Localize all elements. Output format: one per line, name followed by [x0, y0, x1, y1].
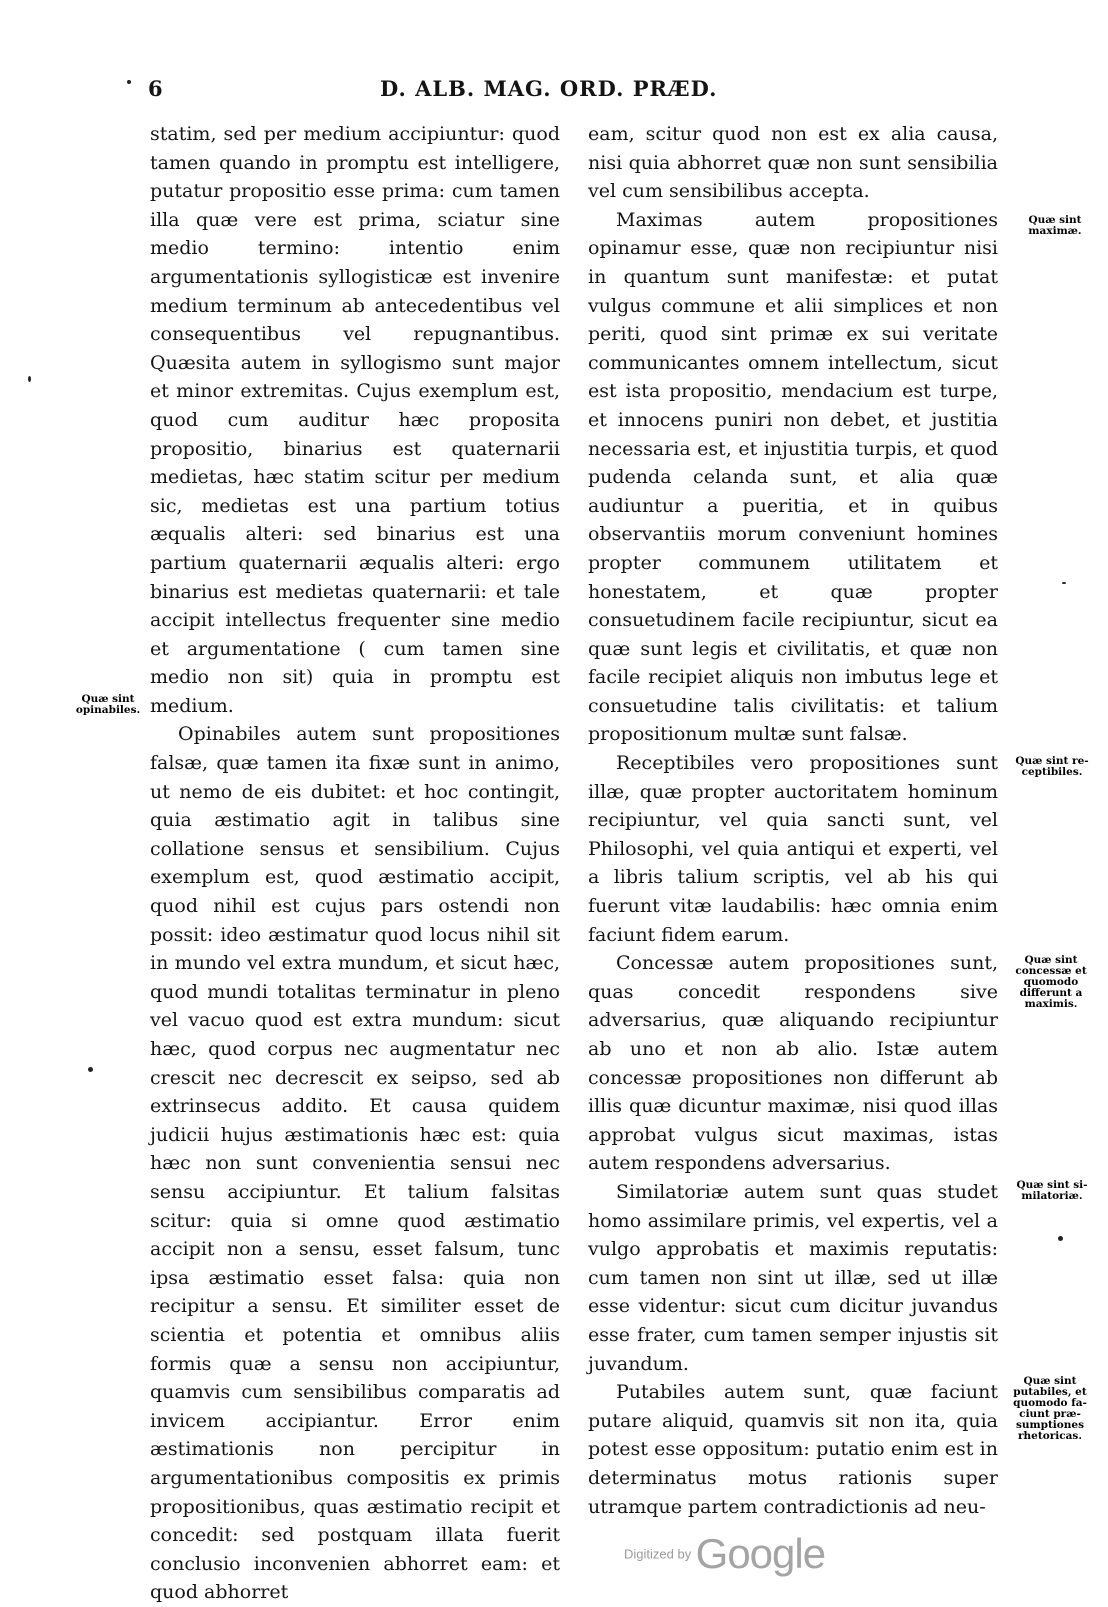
scan-speck: [88, 1067, 93, 1072]
note-line: differunt a: [1019, 987, 1083, 999]
paragraph-similatoriae: Similatoriæ autem sunt quas studet homo assimilare primis, vel expertis, vel a vulgo approbatis et maximis reputatis: cum tamen non sint ut illæ, sed ut illæ esse videntur: sicut cum dicitur juvandus esse frater, cum tamen semper injustis sit juvandum.: [588, 1180, 998, 1375]
scan-speck: [1062, 582, 1066, 584]
page-number: 6: [148, 76, 163, 101]
note-line: milatoriæ.: [1021, 1190, 1083, 1202]
note-line: putabiles, et: [1013, 1386, 1087, 1398]
margin-note-putabiles: [1004, 1376, 1096, 1442]
paragraph-receptibiles: Receptibiles vero propositiones sunt illæ, quæ propter auctoritatem hominum recipiuntur, vel quia sancti sunt, vel Philosophi, vel quia antiqui et experti, vel a libris talium scriptis, vel ab his qui fuerunt vitæ laudabilis: hæc omnia enim faciunt fidem earum.: [588, 752, 998, 946]
left-column: [150, 120, 560, 1607]
note-line: Quæ sint re-: [1015, 755, 1089, 767]
digitized-label: Digitized by: [624, 1546, 692, 1562]
note-line: maximis.: [1024, 998, 1078, 1010]
note-line: sumptiones: [1015, 1419, 1085, 1431]
note-line: concessæ et: [1015, 965, 1087, 977]
paragraph-concessae: Concessæ autem propositiones sunt, quas concedit respondens sive adversarius, quæ aliquando recipiuntur ab uno et non ab alio. Istæ autem concessæ propositiones non differunt ab illis quæ dicuntur maximæ, nisi quod illas approbat vulgus sicut maximas, istas autem respondens adversarius.: [588, 952, 998, 1175]
margin-note-maximae: [1016, 215, 1094, 237]
note-line: Quæ sint si-: [1016, 1179, 1088, 1191]
right-column: [588, 120, 998, 1521]
margin-note-receptibiles: [1004, 756, 1100, 778]
note-line: Quæ sint: [1024, 954, 1078, 966]
paragraph-putabiles: Putabiles autem sunt, quæ faciunt putare aliquid, quamvis sit non ita, quia potest esse oppositum: putatio enim est in determinatus motus rationis super utramque partem contradictionis ad neu-: [588, 1381, 998, 1518]
note-line: opinabiles.: [75, 704, 141, 716]
note-line: ciunt præ-: [1019, 1408, 1081, 1420]
margin-note-similatoriae: [1004, 1180, 1100, 1202]
margin-note-opinabiles: [68, 694, 148, 716]
note-line: maximæ.: [1028, 225, 1082, 237]
paragraph-maximae: Maximas autem propositiones opinamur esse, quæ non recipiuntur nisi in quantum sunt manifestæ: et putat vulgus commune et alii simplices et non periti, quod sint primæ ex sui veritate communicantes omnem intellectum, sicut est ista propositio, mendacium est turpe, et innocens puniri non debet, et justitia necessaria est, et injustitia turpis, et quod pudenda celanda sunt, et alia quæ audiuntur a pueritia, et in quibus observantiis morum conveniunt homines propter communem utilitatem et honestatem, et quæ propter consuetudinem facile recipiuntur, sicut ea quæ sunt legis et civilitatis, et quæ non facile recipiet aliquis non imbutus lege et consuetudine talis civilitatis: et talium propositionum multæ sunt falsæ.: [588, 208, 998, 746]
running-head: D. ALB. MAG. ORD. PRÆD.: [380, 76, 718, 101]
scan-speck: [1058, 1236, 1063, 1241]
note-line: quomodo fa-: [1013, 1397, 1087, 1409]
paragraph-opinabiles: Opinabiles autem sunt propositiones falsæ, quæ tamen ita fixæ sunt in animo, ut nemo de eis dubitet: et hoc contingit, quia æstimatio agit in talibus sine collatione sensus et sensibilium. Cujus exemplum est, quod æstimatio accipit, quod nihil est cujus pars ostendi non possit: ideo æstimatur quod locus nihil sit in mundo vel extra mundum, et sicut hæc, quod mundi totalitas terminatur in pleno vel vacuo quod est extra mundum: sicut hæc, quod corpus nec augmentatur nec crescit nec decrescit ex seipso, sed ab extrinsecus addito. Et causa quidem judicii hujus æstimationis hæc est: quia hæc non sunt convenientia sensui nec sensu accipiuntur. Et talium falsitas scitur: quia si omne quod æstimatio accipit non a sensu, esset falsum, tunc ipsa æstimatio esset falsa: quia non recipitur a sensu. Et similiter esset de scientia et potentia et omnibus aliis formis quæ a sensu non accipiuntur, quamvis cum sensibilibus comparatis ad invicem accipiantur. Error enim æstimationis non percipitur in argumentationibus compositis ex primis propositionibus, quas æstimatio recipit et concedit: sed postquam illata fuerit conclusio inconvenien abhorret eam: et quod abhorret: [150, 723, 560, 1604]
digitized-watermark: [624, 1530, 825, 1578]
google-logo: Google: [695, 1530, 826, 1577]
note-line: Quæ sint: [1028, 214, 1082, 226]
note-line: quomodo: [1023, 976, 1079, 988]
note-line: rhetoricas.: [1018, 1430, 1082, 1442]
margin-note-concessae: [1008, 955, 1094, 1010]
note-line: ceptibiles.: [1021, 766, 1083, 778]
note-line: Quæ sint: [81, 693, 135, 705]
paragraph-left-1: statim, sed per medium accipiuntur: quod tamen quando in promptu est intelligere, putatur propositio esse prima: cum tamen illa quæ vere est prima, sciatur sine medio termino: intentio enim argumentationis syllogisticæ est invenire medium terminum ab antecedentibus vel consequentibus vel repugnantibus. Quæsita autem in syllogismo sunt major et minor extremitas. Cujus exemplum est, quod cum auditur hæc proposita propositio, binarius est quaternarii medietas, hæc statim scitur per medium sic, medietas est una partium totius æqualis alteri: sed binarius est una partium quaternarii æqualis alteri: ergo binarius est medietas quaternarii: et tale accipit intellectus frequenter sine medio et argumentatione ( cum tamen sine medio non sit) quia in promptu est medium.: [150, 123, 560, 717]
paragraph-right-1: eam, scitur quod non est ex alia causa, nisi quia abhorret quæ non sunt sensibilia vel cum sensibilibus accepta.: [588, 123, 998, 203]
scan-speck: [28, 376, 31, 382]
note-line: Quæ sint: [1023, 1375, 1077, 1387]
scan-speck: [127, 80, 131, 84]
